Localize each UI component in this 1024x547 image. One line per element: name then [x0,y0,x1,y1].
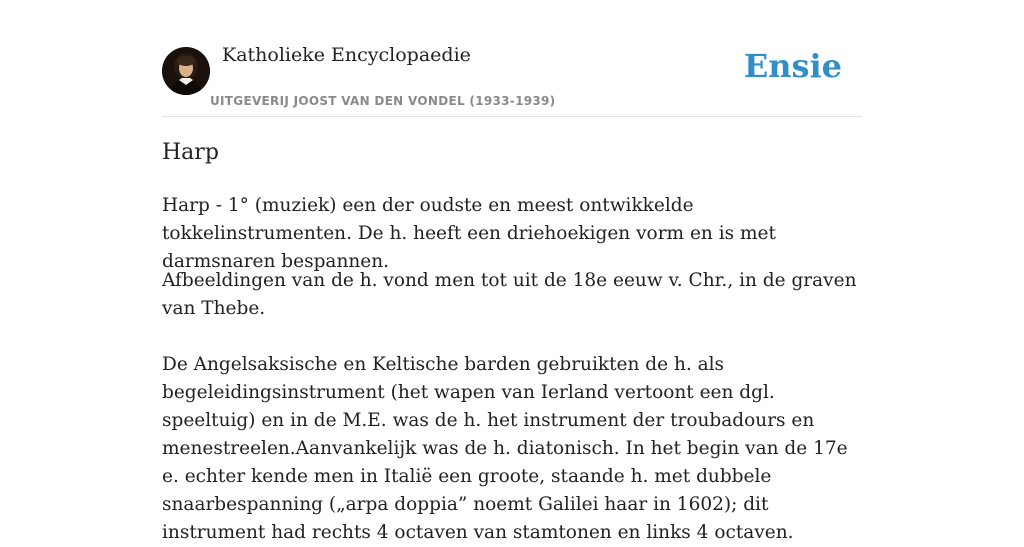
site-title[interactable]: Katholieke Encyclopaedie [222,44,471,66]
site-subtitle: UITGEVERIJ JOOST VAN DEN VONDEL (1933-1939) [210,94,556,108]
page [162,0,862,543]
article-paragraph: De Angelsaksische en Keltische barden gebruikten de h. als begeleidingsinstrument (het wapen van Ierland vertoont een dgl. speeltuig) en in de M.E. was de h. het instrument der troubadours en menestreelen.Aanvankelijk was de h. diatonisch. In het begin van de 17e e. echter kende men in Italië een groote, staande h. met dubbele snaarbespanning („arpa doppia” noemt Galilei haar in 1602); dit instrument had rechts 4 octaven van stamtonen en links 4 octaven. [162,354,848,543]
site-header [162,0,862,117]
portrait-avatar-icon[interactable] [162,47,210,95]
article-paragraph: Harp - 1° (muziek) een der oudste en meest ontwikkelde tokkelinstrumenten. De h. heeft een driehoekigen vorm en is met darmsnaren bespannen. [162,195,776,272]
ensie-logo-link[interactable]: Ensie [743,47,842,85]
article-paragraph: Afbeeldingen van de h. vond men tot uit de 18e eeuw v. Chr., in de graven van Thebe. [162,270,857,319]
article-title: Harp [162,140,219,165]
